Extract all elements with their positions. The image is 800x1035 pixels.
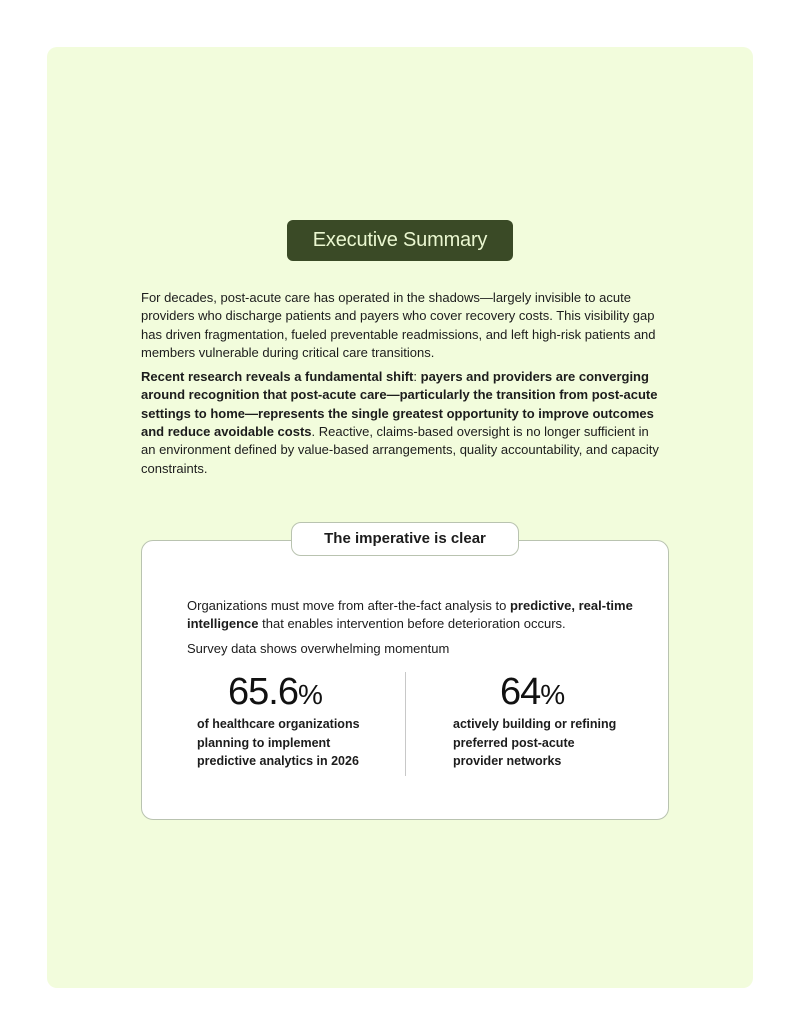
page-title: Executive Summary bbox=[287, 220, 513, 261]
stat-unit-2: % bbox=[540, 679, 566, 710]
intro-paragraph-1: For decades, post-acute care has operated in the shadows—largely invisible to acute providers who discharge patients and payers who cover recovery costs. This visibility gap has driven fragmentation, fueled preventable readmissions, and left high-risk patients and members vulnerable during critical care transitions. bbox=[141, 290, 656, 360]
card-lead bbox=[187, 597, 637, 634]
lead-bold: predictive, real-time intelligence bbox=[187, 598, 633, 632]
card-heading: The imperative is clear bbox=[291, 522, 519, 556]
intro-text bbox=[141, 289, 661, 484]
stat-description-1: of healthcare organizations planning to implement predictive analytics in 2026 bbox=[197, 717, 360, 768]
stat-value-2 bbox=[500, 672, 565, 715]
stat-unit-1: % bbox=[297, 679, 323, 710]
intro-bold-a: Recent research reveals a fundamental shift bbox=[141, 369, 414, 385]
stat-divider bbox=[405, 672, 406, 776]
lead-text-a: Organizations must move from after-the-fact analysis to bbox=[187, 598, 510, 613]
intro-bold-b: payers and providers are converging around recognition that post-acute care—particularly the transition from post-acute settings to home—represents the single greatest opportunity to improve outcomes and reduce avoidable costs bbox=[141, 369, 658, 440]
lead-text-b: that enables intervention before deterioration occurs. bbox=[258, 616, 566, 632]
stat-value-1 bbox=[228, 672, 323, 715]
stat-description-2: actively building or refining preferred post-acute provider networks bbox=[453, 717, 617, 768]
stat-number-2: 64 bbox=[500, 671, 541, 713]
survey-label: Survey data shows overwhelming momentum bbox=[187, 641, 450, 656]
page-sheet bbox=[47, 47, 753, 988]
intro-colon: : bbox=[413, 369, 421, 385]
intro-paragraph-2 bbox=[141, 368, 661, 478]
stat-number-1: 65.6 bbox=[228, 671, 298, 713]
intro-rest: . Reactive, claims-based oversight is no longer sufficient in an environment defined by value-based arrangements, quality accountability, and capacity constraints. bbox=[141, 424, 659, 476]
